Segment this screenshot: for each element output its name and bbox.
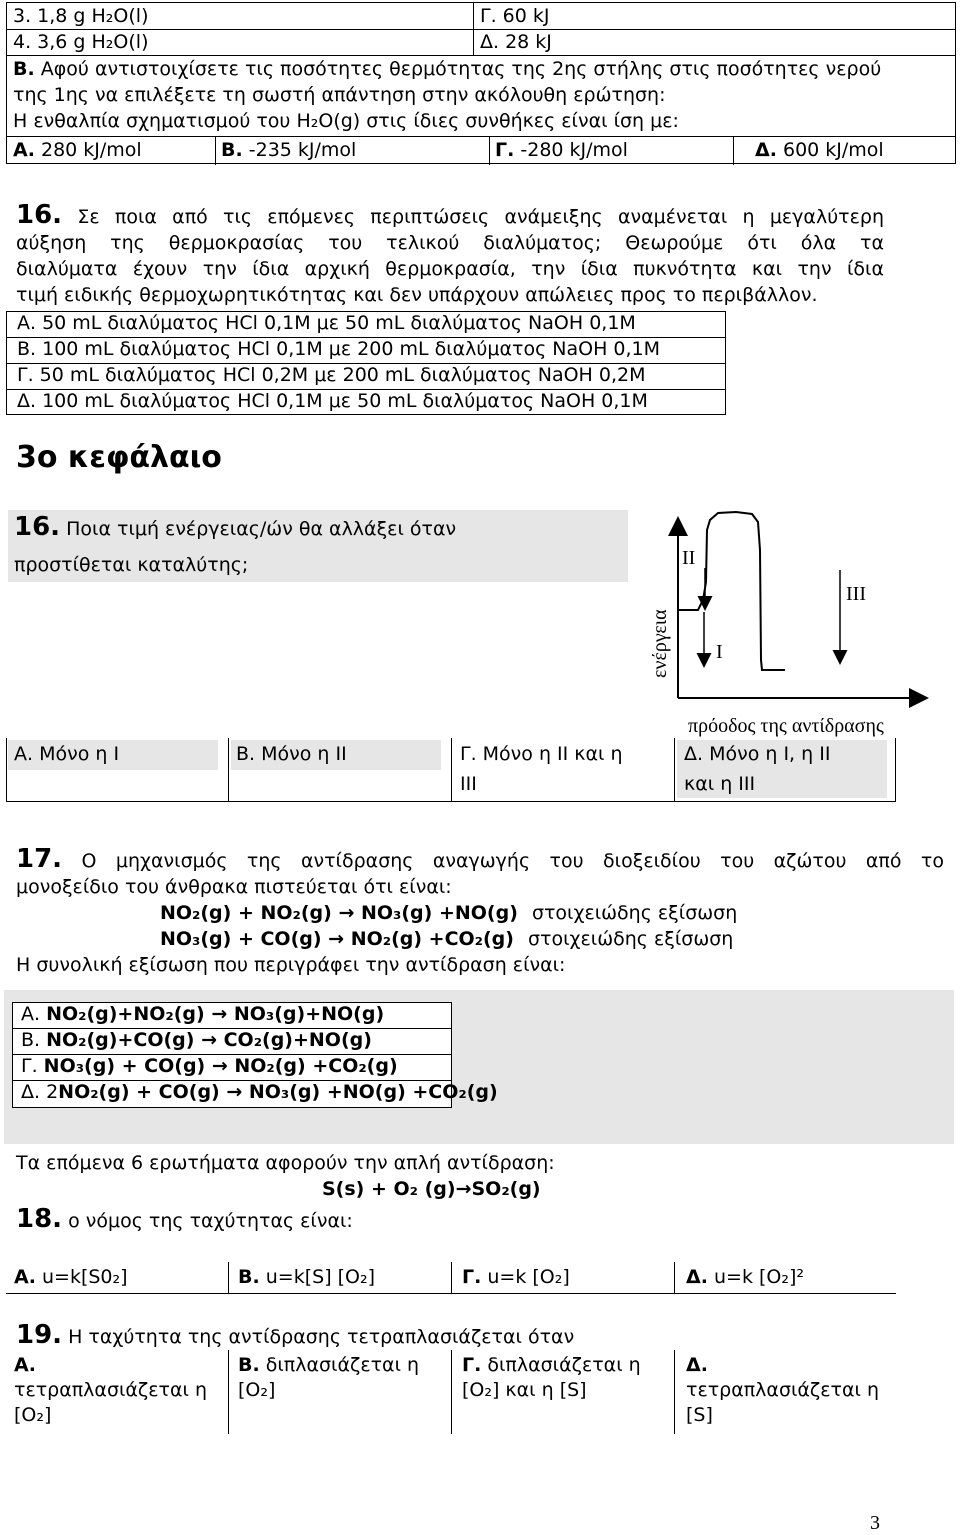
q16a-option-c: Γ. 50 mL διαλύματος HCl 0,2M με 200 mL διαλύματος NaOH 0,2M [17,364,646,386]
top-table [6,2,956,164]
q19-option-c-line2: [O₂] και η [S] [462,1379,587,1401]
q17-line2: μονοξείδιο του άνθρακα πιστεύεται ότι είναι: [16,876,452,898]
q18-option-a: Α. u=k[S0₂] [14,1266,128,1288]
q16b-line2: προστίθεται καταλύτης; [14,554,249,576]
q16b-line1: 16. Ποια τιμή ενέργειας/ών θα αλλάξει όταν [14,512,457,542]
q18-intro: Τα επόμενα 6 ερωτήματα αφορούν την απλή αντίδραση: [16,1152,555,1174]
row4-left: 4. 3,6 g H₂O(l) [13,31,149,53]
q16b-number: 16. [14,512,61,542]
q17-option-c: Γ. NO₃(g) + CO(g) → NO₂(g) +CO₂(g) [21,1055,398,1077]
label-I: I [716,641,723,663]
row4-right: Δ. 28 kJ [480,31,552,53]
option-d: Δ. 600 kJ/mol [755,139,884,161]
y-axis-label: ενέργεια [649,609,671,678]
q19-number: 19. [16,1320,63,1350]
q17-line3: Η συνολική εξίσωση που περιγράφει την αντίδραση είναι: [16,954,566,976]
option-b: Β. -235 kJ/mol [221,139,357,161]
label-III: III [846,583,866,605]
x-axis-label: πρόοδος της αντίδρασης [688,715,884,737]
option-a: Α. 280 kJ/mol [13,139,142,161]
q18-number: 18. [16,1204,63,1234]
q16a-line1: 16. Σε ποια από τις επόμενες περιπτώσεις ανάμειξης αναμένεται η μεγαλύτερη [16,200,884,230]
question-b-line2: της 1ης να επιλέξετε τη σωστή απάντηση στην ακόλουθη ερώτηση: [13,84,666,106]
q19-option-a-label: Α. [14,1354,36,1376]
q16b-option-b: Β. Μόνο η II [236,743,347,765]
q16b-option-c-line1: Γ. Μόνο η II και η [460,743,623,765]
question-b-line3: Η ενθαλπία σχηματισμού του H₂O(g) στις ίδιες συνθήκες είναι ίση με: [13,110,679,132]
q17-equation-2: NO₃(g) + CO(g) → NO₂(g) +CO₂(g) στοιχειώδης εξίσωση [160,928,734,950]
q16a-line2: αύξηση της θερμοκρασίας του τελικού διαλύματος; Θεωρούμε ότι όλα τα [16,232,884,254]
q16b-option-d-line2: και η III [684,773,756,795]
q17-equation-1: NO₂(g) + NO₂(g) → NO₃(g) +NO(g) στοιχειώδης εξίσωση [160,902,738,924]
q16a-option-a: Α. 50 mL διαλύματος HCl 0,1M με 50 mL διαλύματος NaOH 0,1M [17,312,636,334]
page-number: 3 [870,1512,880,1534]
q16b-option-d-line1: Δ. Μόνο η I, η II [684,743,831,765]
q19-option-a-line1: τετραπλασιάζεται η [14,1379,208,1401]
q18-options-table [6,1262,896,1294]
q18-option-d: Δ. u=k [O₂]² [686,1266,805,1288]
q19-question: 19. Η ταχύτητα της αντίδρασης τετραπλασιάζεται όταν [16,1320,575,1350]
q17-option-a: Α. NO₂(g)+NO₂(g) → NO₃(g)+NO(g) [21,1003,385,1025]
q17-option-b: Β. NO₂(g)+CO(g) → CO₂(g)+NO(g) [21,1029,372,1051]
q16b-option-a: Α. Μόνο η I [14,743,120,765]
q16a-line3: διαλύματα έχουν την ίδια αρχική θερμοκρασία, την ίδια πυκνότητα και την ίδια [16,258,884,280]
label-II: II [682,547,696,569]
q19-option-a-line2: [O₂] [14,1404,52,1426]
q18-reaction: S(s) + O₂ (g)→SO₂(g) [322,1178,541,1200]
q19-option-b-line2: [O₂] [238,1379,276,1401]
q17-line1: 17. Ο μηχανισμός της αντίδρασης αναγωγής του διοξειδίου του αζώτου από το [16,844,944,874]
q16a-line4: τιμή ειδικής θερμοχωρητικότητας και δεν υπάρχουν απώλειες προς το περιβάλλον. [16,284,818,306]
chapter-title: 3ο κεφάλαιο [16,440,222,475]
q16b-question-box [8,510,628,582]
q19-option-d-label: Δ. [686,1354,708,1376]
question-17 [16,844,944,900]
q19-option-d-line1: τετραπλασιάζεται η [686,1379,880,1401]
q19-option-b-line1: Β. διπλασιάζεται η [238,1354,420,1376]
q17-options-table [12,1002,498,1108]
question-16a [16,200,884,308]
q18-option-b: Β. u=k[S] [O₂] [238,1266,376,1288]
q17-option-d: Δ. 2NO₂(g) + CO(g) → NO₃(g) +NO(g) +CO₂(g) [21,1081,498,1103]
q19-options [6,1350,896,1434]
question-b-label: Β. [13,58,35,80]
q16b-option-c-line2: III [460,773,477,795]
row3-right: Γ. 60 kJ [480,5,550,27]
q16a-option-b: Β. 100 mL διαλύματος HCl 0,1M με 200 mL διαλύματος NaOH 0,1M [17,338,661,360]
energy-diagram [640,510,958,742]
q17-number: 17. [16,844,63,874]
q16b-options-table [6,738,896,802]
reaction-curve [678,512,785,670]
q16a-options-table [6,311,726,415]
q19-option-c-line1: Γ. διπλασιάζεται η [462,1354,641,1376]
q16a-option-d: Δ. 100 mL διαλύματος HCl 0,1M με 50 mL διαλύματος NaOH 0,1M [17,390,648,412]
q16a-number: 16. [16,200,63,230]
row3-left: 3. 1,8 g H₂O(l) [13,5,149,27]
question-b-line1: Β. Αφού αντιστοιχίσετε τις ποσότητες θερμότητας της 2ης στήλης στις ποσότητες νερού [13,58,882,80]
q19-option-d-line2: [S] [686,1404,713,1426]
option-c: Γ. -280 kJ/mol [495,139,628,161]
q18-question: 18. ο νόμος της ταχύτητας είναι: [16,1204,353,1234]
q18-option-c: Γ. u=k [O₂] [462,1266,570,1288]
q17-options-box [4,990,954,1144]
